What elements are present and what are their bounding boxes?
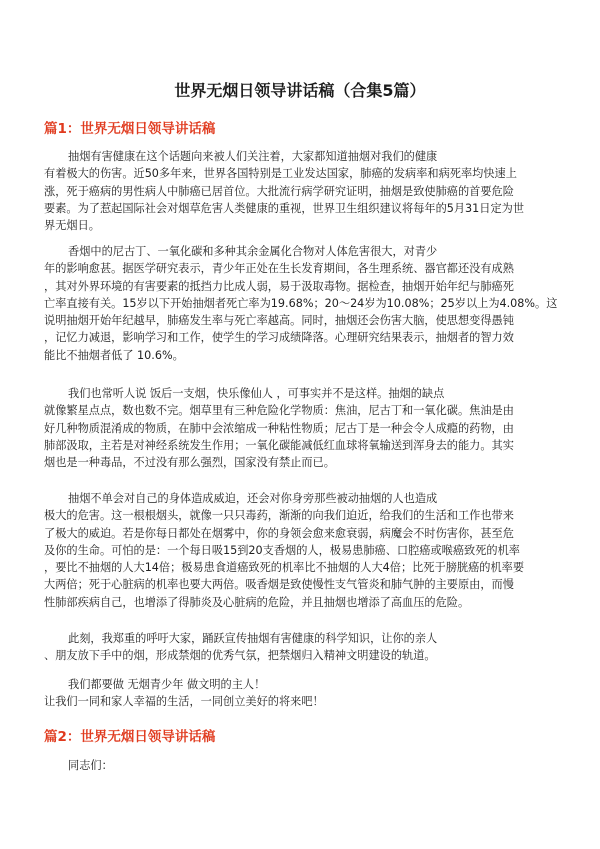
paragraph-5 bbox=[44, 630, 564, 665]
paragraph-line: 涨，死于癌病的男性病人中肺癌已居首位。大批流行病学研究证明，抽烟是致使肺癌的首要危险 bbox=[44, 184, 514, 198]
paragraph-line: 亡率直接有关。15岁以下开始抽烟者死亡率为19.68%；20～24岁为10.08%；25岁以上为4.08%。这 bbox=[44, 296, 558, 310]
paragraph-line: 极大的危害。这一根根烟头，就像一只只毒药，渐渐的向我们迫近，给我们的生活和工作也带来 bbox=[44, 509, 514, 523]
paragraph-3 bbox=[44, 385, 564, 471]
paragraph-line: 及你的生命。可怕的是：一个每日吸15到20支香烟的人，极易患肺癌、口腔癌或喉癌致死的机率 bbox=[44, 543, 520, 557]
paragraph-6 bbox=[44, 676, 564, 711]
paragraph-line: ，要比不抽烟的人大14倍；极易患食道癌致死的机率比不抽烟的人大4倍；比死于膀胱癌的机率要 bbox=[44, 561, 525, 575]
paragraph-line: 烟也是一种毒品，不过没有那么强烈，国家没有禁止而已。 bbox=[44, 456, 335, 470]
paragraph-line: 说明抽烟开始年纪越早，肺癌发生率与死亡率越高。同时，抽烟还会伤害大脑，使思想变得愚钝 bbox=[44, 314, 514, 328]
paragraph-line: 让我们一同和家人幸福的生活，一同创立美好的将来吧！ bbox=[44, 695, 324, 709]
paragraph-line: 肺部汲取，主若是对神经系统发生作用；一氧化碳能减低红血球将氧输送到浑身去的能力。其实 bbox=[44, 438, 514, 452]
paragraph-line: 就像繁星点点，数也数不完。烟草里有三种危险化学物质：焦油，尼古丁和一氧化碳。焦油是由 bbox=[44, 404, 514, 418]
paragraph-line: 抽烟有害健康在这个话题向来被人们关注着，大家都知道抽烟对我们的健康 bbox=[68, 150, 438, 163]
paragraph-line: ，其对外界环境的有害要素的抵挡力比成人弱，易于汲取毒物。据检查，抽烟开始年纪与肺癌死 bbox=[44, 279, 514, 293]
paragraph-line: 此刻，我郑重的呼吁大家，踊跃宣传抽烟有害健康的科学知识，让你的亲人 bbox=[68, 632, 438, 645]
paragraph-4 bbox=[44, 490, 564, 611]
paragraph-line: 大两倍；死于心脏病的机率也要大两倍。吸香烟是致使慢性支气管炎和肺气肿的主要原由，而慢 bbox=[44, 578, 514, 592]
paragraph-line: 有着极大的伤害。近50多年来，世界各国特别是工业发达国家，肺癌的发病率和病死率均快速上 bbox=[44, 167, 517, 181]
greeting-line: 同志们： bbox=[68, 759, 113, 772]
document-title: 世界无烟日领导讲话稿（合集5篇） bbox=[174, 81, 426, 100]
paragraph-line: 我们都要做 无烟青少年 做文明的主人！ bbox=[68, 678, 266, 691]
paragraph-line: 好几种物质混淆成的物质，在肺中会浓缩成一种粘性物质；尼古丁是一种会令人成瘾的药物，由 bbox=[44, 421, 514, 435]
section-1-heading: 篇1：世界无烟日领导讲话稿 bbox=[44, 121, 216, 137]
paragraph-line: 了极大的威迫。若是你每日都处在烟雾中，你的身领会愈来愈衰弱，病魔会不时伤害你，甚至危 bbox=[44, 526, 514, 540]
paragraph-line: 性肺部疾病自己，也增添了得肺炎及心脏病的危险，并且抽烟也增添了高血压的危险。 bbox=[44, 595, 470, 609]
paragraph-line: 能比不抽烟者低了 10.6%。 bbox=[44, 348, 184, 362]
section-2-heading: 篇2：世界无烟日领导讲话稿 bbox=[44, 729, 216, 745]
paragraph-line: ，记忆力减退，影响学习和工作，使学生的学习成绩降落。心理研究结果表示，抽烟者的智力效 bbox=[44, 331, 514, 345]
paragraph-line: 年的影响愈甚。据医学研究表示，青少年正处在生长发育期间，各生理系统、器官都还没有成熟 bbox=[44, 262, 514, 276]
paragraph-line: 、朋友放下手中的烟，形成禁烟的优秀气氛，把禁烟归入精神文明建设的轨道。 bbox=[44, 649, 436, 663]
paragraph-line: 抽烟不单会对自己的身体造成威迫，还会对你身旁那些被动抽烟的人也造成 bbox=[68, 492, 438, 505]
paragraph-greeting bbox=[44, 757, 564, 774]
paragraph-1 bbox=[44, 148, 564, 234]
paragraph-line: 要素。为了惹起国际社会对烟草危害人类健康的重视，世界卫生组织建议将每年的5月31日定为世 bbox=[44, 201, 525, 215]
paragraph-line: 香烟中的尼古丁、一氧化碳和多种其余金属化合物对人体危害很大，对青少 bbox=[68, 245, 438, 258]
paragraph-line: 我们也常听人说 饭后一支烟，快乐像仙人 ，可事实并不是这样。抽烟的缺点 bbox=[68, 387, 445, 400]
paragraph-line: 界无烟日。 bbox=[44, 219, 100, 233]
paragraph-2 bbox=[44, 243, 564, 364]
